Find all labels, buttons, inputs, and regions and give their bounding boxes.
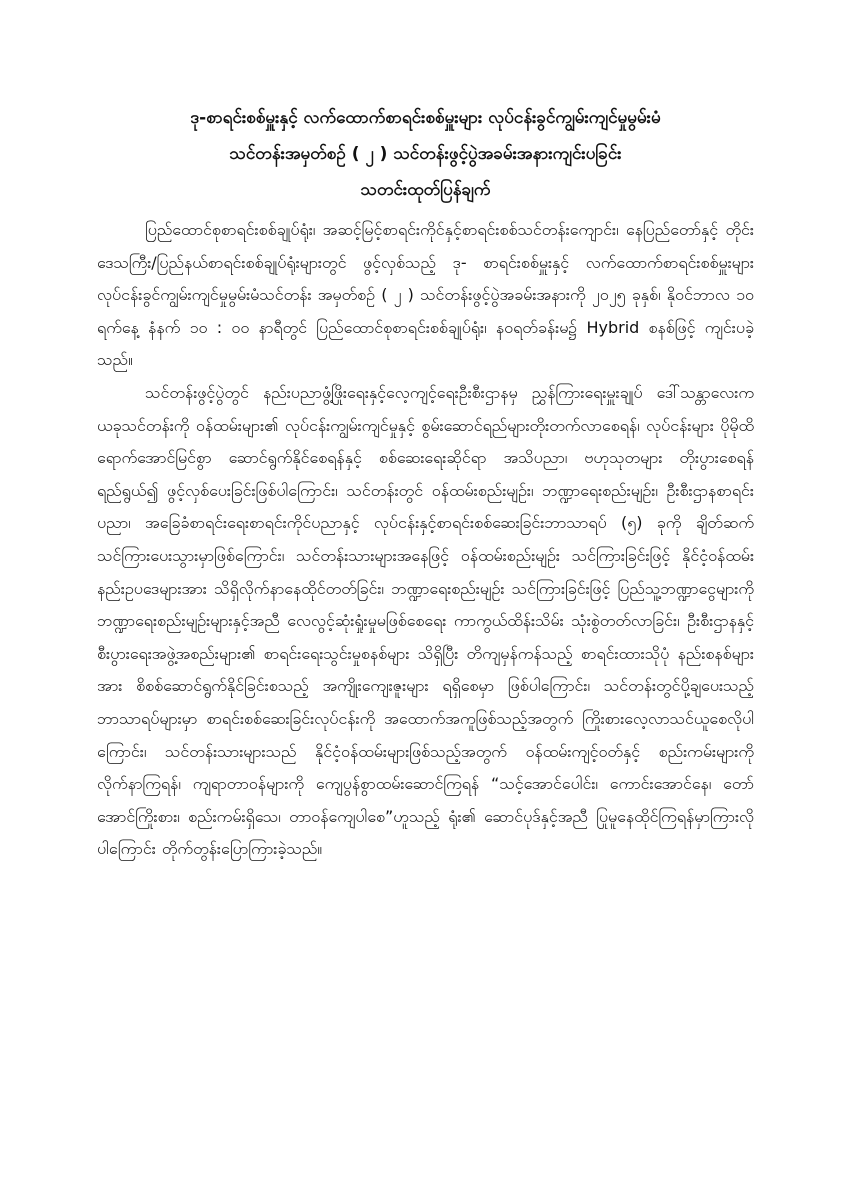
title-line-2: သင်တန်းအမှတ်စဉ် ( ၂ ) သင်တန်းဖွင့်ပွဲအခမ်းအနားကျင်းပခြင်း bbox=[229, 144, 622, 164]
body-paragraph-1: ပြည်ထောင်စုစာရင်းစစ်ချုပ်ရုံး၊ အဆင့်မြင့်စာရင်းကိုင်နှင့်စာရင်းစစ်သင်တန်းကျောင်း၊ နေပြည်တော်နှင့် တိုင်းဒေသကြီး/ပြည်နယ်စာရင်းစစ်ချုပ်ရုံးများတွင် ဖွင့်လှစ်သည့် ဒု- စာရင်းစစ်မှူးနှင့် လက်ထောက်စာရင်းစစ်မှူးများ လုပ်ငန်းခွင်ကျွမ်းကျင်မှုမွမ်းမံသင်တန်း အမှတ်စဉ် ( ၂ ) သင်တန်းဖွင့်ပွဲအခမ်းအနားကို ၂၀၂၅ ခုနှစ်၊ နိုဝင်ဘာလ ၁၀ ရက်နေ့ နံနက် ၁၀ : ၀၀ နာရီတွင် ပြည်ထောင်စုစာရင်းစစ်ချုပ်ရုံး၊ နဝရတ်ခန်းမ၌ Hybrid စနစ်ဖြင့် ကျင်းပခဲ့သည်။ bbox=[97, 220, 754, 370]
press-release-title bbox=[97, 100, 754, 208]
title-line-1: ဒု-စာရင်းစစ်မှူးနှင့် လက်ထောက်စာရင်းစစ်မှူးများ လုပ်ငန်းခွင်ကျွမ်းကျင်မှုမွမ်းမံ bbox=[190, 108, 661, 128]
title-line-3: သတင်းထုတ်ပြန်ချက် bbox=[360, 180, 491, 200]
body-paragraph-2: သင်တန်းဖွင့်ပွဲတွင် နည်းပညာဖွံ့ဖြိုးရေးနှင့်လေ့ကျင့်ရေးဦးစီးဌာနမှ ညွှန်ကြားရေးမှူးချုပ် ဒေါ်သန္တာလေးက ယခုသင်တန်းကို ဝန်ထမ်းများ၏ လုပ်ငန်းကျွမ်းကျင်မှုနှင့် စွမ်းဆောင်ရည်များတိုးတက်လာစေရန်၊ လုပ်ငန်းများ ပိုမိုထိရောက်အောင်မြင်စွာ ဆောင်ရွက်နိုင်စေရန်နှင့် စစ်ဆေးရေးဆိုင်ရာ အသိပညာ၊ ဗဟုသုတများ တိုးပွားစေရန် ရည်ရွယ်၍ ဖွင့်လှစ်ပေးခြင်းဖြစ်ပါကြောင်း၊ သင်တန်းတွင် ဝန်ထမ်းစည်းမျဉ်း၊ ဘဏ္ဍာရေးစည်းမျဉ်း၊ ဦးစီးဌာနစာရင်းပညာ၊ အခြေခံစာရင်းရေးစာရင်းကိုင်ပညာနှင့် လုပ်ငန်းနှင့်စာရင်းစစ်ဆေးခြင်းဘာသာရပ် (၅) ခုကို ချိတ်ဆက်သင်ကြားပေးသွားမှာဖြစ်ကြောင်း၊ သင်တန်းသားများအနေဖြင့် ဝန်ထမ်းစည်းမျဉ်း သင်ကြားခြင်းဖြင့် နိုင်ငံ့ဝန်ထမ်းနည်းဥပဒေများအား သိရှိလိုက်နာနေထိုင်တတ်ခြင်း၊ ဘဏ္ဍာရေးစည်းမျဉ်း သင်ကြားခြင်းဖြင့် ပြည်သူ့ဘဏ္ဍာငွေများကို ဘဏ္ဍာရေးစည်းမျဉ်းများနှင့်အညီ လေလွင့်ဆုံးရှုံးမှုမဖြစ်စေရေး ကာကွယ်ထိန်းသိမ်း သုံးစွဲတတ်လာခြင်း၊ ဦးစီးဌာနနှင့်စီးပွားရေးအဖွဲ့အစည်းများ၏ စာရင်းရေးသွင်းမှုစနစ်များ သိရှိပြီး တိကျမှန်ကန်သည့် စာရင်းထားသိုပုံ နည်းစနစ်များအား စိစစ်ဆောင်ရွက်နိုင်ခြင်းစသည့် အကျိုးကျေးဇူးများ ရရှိစေမှာ ဖြစ်ပါကြောင်း၊ သင်တန်းတွင်ပို့ချပေးသည့် ဘာသာရပ်များမှာ စာရင်းစစ်ဆေးခြင်းလုပ်ငန်းကို အထောက်အကူဖြစ်သည့်အတွက် ကြိုးစားလေ့လာသင်ယူစေလိုပါကြောင်း၊ သင်တန်းသားများသည် နိုင်ငံ့ဝန်ထမ်းများဖြစ်သည့်အတွက် ဝန်ထမ်းကျင့်ဝတ်နှင့် စည်းကမ်းများကို လိုက်နာကြရန်၊ ကျရာတာဝန်များကို ကျေပွန်စွာထမ်းဆောင်ကြရန် “သင့်အောင်ပေါင်း၊ ကောင်းအောင်နေ၊ တော်အောင်ကြိုးစား၊ စည်းကမ်းရှိသေ၊ တာဝန်ကျေပါစေ”ဟူသည့် ရုံး၏ ဆောင်ပုဒ်နှင့်အညီ ပြုမူနေထိုင်ကြရန်မှာကြားလိုပါကြောင်း တိုက်တွန်းပြောကြားခဲ့သည်။ bbox=[97, 382, 754, 859]
